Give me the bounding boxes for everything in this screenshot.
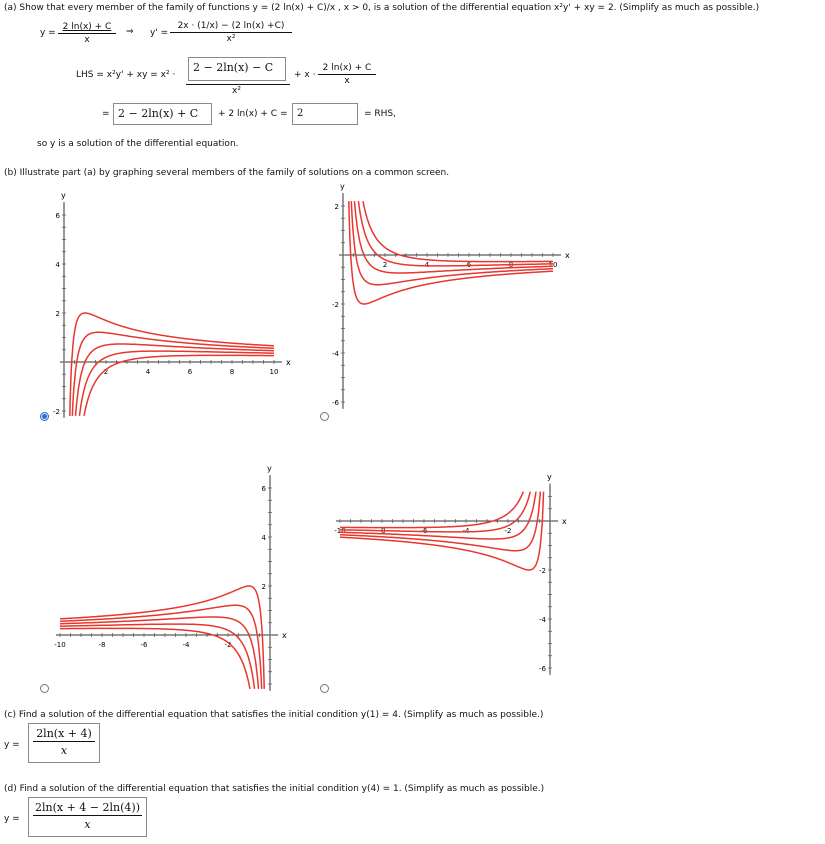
graph-options [0,180,825,710]
solution-curve [65,344,274,489]
yprime-numerator: 2x · (1/x) − (2 ln(x) +C) [170,21,292,33]
part-d-answer-numerator: 2ln(x + 4 − 2ln(4)) [33,798,142,816]
x-tick-label: 6 [466,261,472,269]
conclusion-text: so y is a solution of the differential equation. [37,139,239,149]
graph-1 [53,191,291,489]
part-c-answer-denominator: x [60,744,68,757]
y-tick-label: -4 [332,350,339,358]
answer-box-2[interactable]: 2 − 2ln(x) + C [113,103,212,125]
y-axis-label: y [61,191,66,201]
solution-curve [65,313,274,489]
y-tick-label: -2 [539,567,546,575]
second-fraction [318,63,376,86]
x-tick-label: -2 [504,527,512,535]
y-tick-label: 6 [55,212,60,220]
yprime-denominator: x² [226,34,236,44]
y-tick-label: -4 [539,616,546,624]
part-c-answer-numerator: 2ln(x + 4) [33,724,95,742]
solution-curve [340,418,549,527]
x-tick-label: -10 [54,641,66,649]
lhs-label: LHS = x²y' + xy = x² · [76,70,176,80]
y-tick-label: -2 [53,408,60,416]
second-numerator: 2 ln(x) + C [318,63,376,75]
x-axis-label: x [565,251,570,260]
part-c-answer-box[interactable] [28,723,100,763]
part-b-prompt: (b) Illustrate part (a) by graphing several members of the family of solutions on a common screen. [4,168,450,178]
part-c-y-label: y = [4,740,20,750]
part-d-y-label: y = [4,814,20,824]
y-tick-label: 2 [334,203,339,211]
x-tick-label: -8 [98,641,106,649]
graph-1-radio[interactable] [40,412,49,421]
x-tick-label: 10 [548,261,558,269]
y-numerator: 2 ln(x) + C [62,22,112,32]
x-tick-label: 6 [187,368,193,376]
solution-curve [340,418,549,570]
x-tick-label: 2 [382,261,388,269]
x-tick-label: -4 [182,641,190,649]
lhs-denominator: x² [232,86,241,96]
part-c-prompt: (c) Find a solution of the differential equation that satisfies the initial condition y(1) = 4. (Simplify as much as possible.) [4,710,544,720]
y-tick-label: 2 [55,310,60,318]
x-axis-label: x [282,631,287,640]
y-axis-label: y [340,182,345,192]
part-a-prompt: (a) Show that every member of the family of functions y = (2 ln(x) + C)/x , x > 0, is a solution of the differential equation x²y' + xy = 2. (Simplify as much as possible.) [4,3,760,13]
x-tick-label: 8 [229,368,235,376]
solution-curve [344,128,553,304]
plus-ln-text: + 2 ln(x) + C = [218,109,288,119]
solution-curve [344,128,553,266]
graph-4-radio[interactable] [320,684,329,693]
part-d-answer-denominator: x [84,818,91,831]
solution-curve [65,355,274,489]
x-tick-label: -2 [224,641,232,649]
x-axis-label: x [562,517,567,526]
y-tick-label: -6 [332,399,339,407]
x-tick-label: -8 [378,527,386,535]
solution-curve [65,351,274,489]
y-denominator: x [58,33,116,45]
graph-3-radio[interactable] [40,684,49,693]
x-tick-label: -10 [334,527,346,535]
graph-4 [334,418,567,675]
x-tick-label: -6 [420,527,428,535]
y-axis-label: y [267,464,272,474]
x-tick-label: 4 [145,368,151,376]
x-tick-label: -6 [140,641,148,649]
implies-symbol: ⇒ [126,27,134,37]
x-axis-label: x [286,358,291,367]
y-tick-label: -2 [332,301,339,309]
y-tick-label: 6 [261,485,266,493]
part-d-prompt: (d) Find a solution of the differential equation that satisfies the initial condition y(4) = 1. (Simplify as much as possible.) [4,784,545,794]
y-tick-label: 4 [55,261,60,269]
x-tick-label: 10 [269,368,279,376]
y-tick-label: 4 [261,534,266,542]
equals-sign: = [102,109,110,119]
rhs-text: = RHS, [364,109,396,119]
solution-curve [340,418,549,532]
x-tick-label: 4 [424,261,430,269]
yprime-fraction [170,21,292,44]
plus-x-text: + x · [294,70,316,80]
y-label: y = [40,28,56,38]
solution-curve [344,128,553,273]
y-fraction [58,22,116,45]
answer-box-3[interactable]: 2 [292,103,358,125]
yprime-label: y' = [150,28,169,38]
second-denominator: x [344,76,350,86]
graph-2-radio[interactable] [320,412,329,421]
part-d-answer-box[interactable] [28,797,147,837]
y-axis-label: y [547,472,552,482]
x-tick-label: 2 [103,368,109,376]
answer-box-1[interactable]: 2 − 2ln(x) − C [188,57,286,81]
y-tick-label: -6 [539,665,546,673]
solution-curve [344,128,553,262]
y-tick-label: 2 [261,583,266,591]
x-tick-label: -4 [462,527,470,535]
x-tick-label: 8 [508,261,514,269]
